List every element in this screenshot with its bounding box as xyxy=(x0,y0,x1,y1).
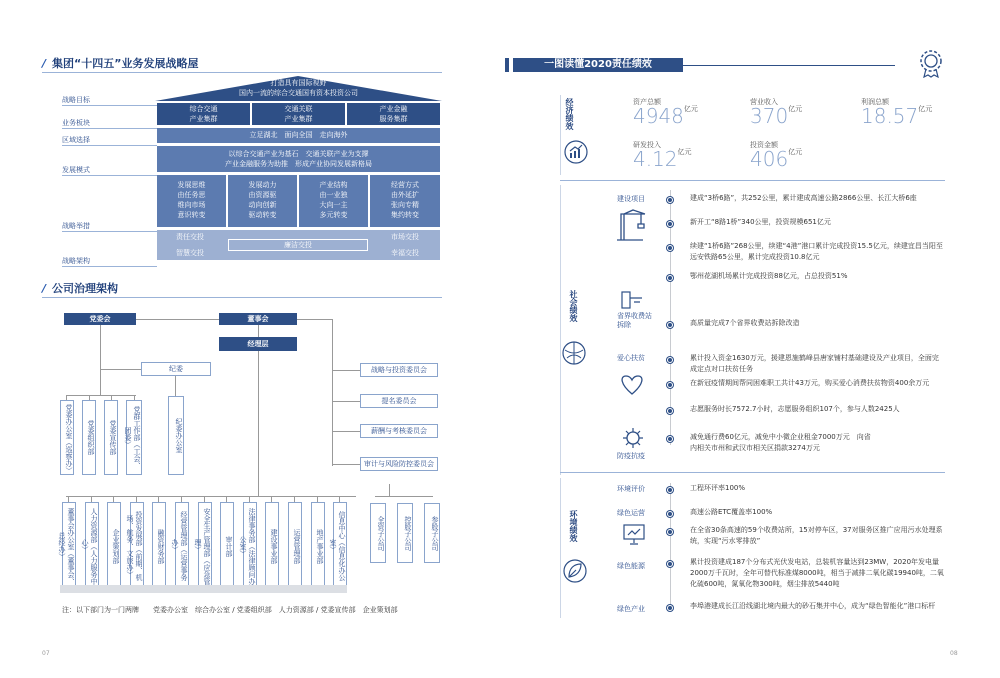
build-item: 续建“1桥6路”268公里，续建“4港”港口累计完成投资15.5亿元，续建宜昌当阳至远安铁路65公里，累计完成投资10.8亿元 xyxy=(690,242,943,261)
arch-item: 幸福交投 xyxy=(391,249,419,257)
poverty-item: 志愿服务时长7572.7小时，志愿服务组织107个，参与人数2425人 xyxy=(690,405,900,413)
arch-item: 责任交投 xyxy=(176,233,204,241)
env-label: 绿色产业 xyxy=(617,605,645,613)
env-label: 绿色能源 xyxy=(617,562,645,570)
right-page-title: 一图读懂2020责任绩效 xyxy=(513,58,683,72)
metric-label: 研发投入 xyxy=(633,141,661,149)
measure-box: 发展动力 由资源驱 动向创新 驱动转变 xyxy=(228,175,297,227)
governance-title: / 公司治理架构 xyxy=(42,282,119,295)
strategy-house-title: / 集团“十四五”业务发展战略屋 xyxy=(42,57,199,70)
metric-label: 投资金额 xyxy=(750,141,778,149)
poverty-item: 在新冠疫情期间帮同困难职工共计43万元，购买爱心消费扶贫物资400余万元 xyxy=(690,379,930,387)
metric-value: 370 xyxy=(750,104,789,128)
dept-discipline-office: 纪委办公室 xyxy=(168,396,184,475)
heart-hand-icon xyxy=(616,370,648,398)
dept-party-office: 党委办公室（巡察办） xyxy=(60,400,74,475)
dept-box: 法律事务部（法律顾问办公室） xyxy=(243,502,257,590)
region-bar: 立足湖北 面向全国 走向海外 xyxy=(157,128,440,143)
crane-icon xyxy=(613,208,649,244)
dept-box: 企业策划部 xyxy=(107,502,121,590)
sub-holding: 控股子公司 xyxy=(397,503,413,563)
dept-box: 安全生产管理部（应急管理） xyxy=(198,502,212,590)
metric-label: 利润总额 xyxy=(861,98,889,106)
metric-unit: 亿元 xyxy=(918,105,933,113)
dept-party-org: 党委组织部 xyxy=(82,400,96,475)
metric-value: 4948 xyxy=(633,104,684,128)
metric-unit: 亿元 xyxy=(788,105,803,113)
dept-party-mass: 党群工作部（工会、团委） xyxy=(126,400,142,475)
build-item: 建成“3桥6路”，共252公里，累计建成高速公路2866公里、长江大桥6座 xyxy=(690,194,917,202)
metric-label: 营业收入 xyxy=(750,98,778,106)
dept-box: 审计部 xyxy=(220,502,234,590)
env-item: 累计投资建成187个分布式光伏发电站，总装机容量达到23MW，2020年发电量2000万千瓦时，全年可替代标准煤8000吨，相当于减排二氧化碳19940吨，二氧化硫600吨，氮氧化物300吨，烟尘排放5440吨 xyxy=(690,558,944,588)
dept-box: 融资财务部 xyxy=(152,502,166,590)
roof-line-2: 国内一流的综合交通国有资本投资公司 xyxy=(239,89,358,97)
award-icon xyxy=(916,48,946,78)
arch-item: 廉洁交投 xyxy=(228,239,368,251)
dept-box: 投资发展部（前期、机场、航务、文旅办） xyxy=(130,502,144,590)
committee-box: 战略与投资委员会 xyxy=(360,363,438,377)
env-label: 环境评价 xyxy=(617,485,645,493)
discipline-box: 纪委 xyxy=(141,362,211,376)
env-item: 工程环评率100% xyxy=(690,484,746,492)
metric-value: 406 xyxy=(750,147,789,171)
metric-unit: 亿元 xyxy=(683,105,698,113)
measure-box: 发展思维 由任务思 维向市场 意识转变 xyxy=(157,175,226,227)
dept-box: 信息中心（信息化办公室） xyxy=(333,502,347,590)
covid-item: 减免通行费60亿元，减免中小微企业租金7000万元 向省内相关市州和武汉市相关区捐款3274万元 xyxy=(690,433,871,452)
toll-label: 省界收费站拆除 xyxy=(617,312,652,329)
covid-label: 防疫抗疫 xyxy=(617,452,645,460)
board-box: 董事会 xyxy=(219,313,297,325)
growth-chart-icon xyxy=(564,140,588,164)
measure-box: 产业结构 由一业独 大向一主 多元转变 xyxy=(299,175,368,227)
env-item: 李埠港建成长江沿线湖北境内最大的砂石集并中心，成为“绿色智能化”港口标杆 xyxy=(690,602,936,610)
dept-box: 建设事业部 xyxy=(265,502,279,590)
mode-bar: 以综合交通产业为基石 交通关联产业为支撑 产业金融服务为助推 形成产业协同发展新格局 xyxy=(157,146,440,172)
sector-box: 综合交通 产业集群 xyxy=(157,103,250,125)
roof-line-1: 打造具有国际视野 xyxy=(270,79,327,87)
econ-category: 经济绩效 xyxy=(565,98,574,130)
measure-box: 经营方式 由外延扩 张向专精 集约转变 xyxy=(370,175,440,227)
metric-unit: 亿元 xyxy=(677,148,692,156)
presentation-icon xyxy=(622,523,646,545)
row-label: 发展模式 xyxy=(62,166,90,174)
dept-box: 经营管理部（运营事务办） xyxy=(175,502,189,590)
row-label: 业务板块 xyxy=(62,119,90,127)
org-note: 注：以下部门为一门两牌 党委办公室 综合办公室 / 党委组织部 人力资源部 / 党委宣传部 企业策划部 xyxy=(62,606,398,614)
metric-label: 资产总额 xyxy=(633,98,661,106)
arch-item: 智慧交投 xyxy=(176,249,204,257)
management-box: 经理层 xyxy=(219,337,297,351)
sector-box: 交通关联 产业集群 xyxy=(252,103,345,125)
virus-icon xyxy=(622,427,644,449)
dept-box: 人力资源部（人力服务中心） xyxy=(85,502,99,590)
globe-icon xyxy=(561,340,587,366)
build-item: 新开工“8路1桥”340公里，投资规模651亿元 xyxy=(690,218,831,226)
env-label: 绿色运营 xyxy=(617,509,645,517)
poverty-item: 累计投入资金1630万元，援建恩施鹤峰县唐家铺村基础建设及产业项目，全面完成定点对口扶贫任务 xyxy=(690,354,939,373)
page-number-right: 08 xyxy=(950,650,958,657)
toll-gate-icon xyxy=(620,290,644,310)
party-committee-box: 党委会 xyxy=(64,313,136,325)
dept-party-publicity: 党委宣传部 xyxy=(104,400,118,475)
sector-box: 产业金融 服务集群 xyxy=(347,103,440,125)
metric-value: 4.12 xyxy=(633,147,678,171)
env-category: 环境绩效 xyxy=(569,510,578,542)
dept-box: 地产事业部 xyxy=(311,502,325,590)
committee-box: 薪酬与考核委员会 xyxy=(360,424,438,438)
build-item: 鄂州花湖机场累计完成投资88亿元，占总投资51% xyxy=(690,272,848,280)
row-label: 战略架构 xyxy=(62,257,90,265)
committee-box: 提名委员会 xyxy=(360,394,438,408)
metric-unit: 亿元 xyxy=(788,148,803,156)
row-label: 区域选择 xyxy=(62,136,90,144)
page-number-left: 07 xyxy=(42,650,50,657)
build-label: 建设项目 xyxy=(617,195,645,203)
dept-box: 运营管理部 xyxy=(288,502,302,590)
row-label: 战略举措 xyxy=(62,222,90,230)
sub-share: 参股子公司 xyxy=(424,503,440,563)
env-item: 高速公路ETC覆盖率100% xyxy=(690,508,773,516)
row-label: 战略目标 xyxy=(62,96,90,104)
arch-item: 市场交投 xyxy=(391,233,419,241)
right-title-bar xyxy=(505,58,895,72)
committee-box: 审计与风险防控委员会 xyxy=(360,457,438,471)
leaf-icon xyxy=(562,558,588,584)
social-category: 社会绩效 xyxy=(569,290,578,322)
sub-wholly: 全资子公司 xyxy=(370,503,386,563)
metric-value: 18.57 xyxy=(861,104,919,128)
env-item: 在全省30条高速的59个收费站所，15对停车区，37对服务区推广应用污水处理系统，实现“污水零排放” xyxy=(690,526,943,545)
poverty-label: 爱心扶贫 xyxy=(617,354,645,362)
dept-box: 董事会办公室（董事会、总经办） xyxy=(62,502,76,590)
toll-item: 高质量完成7个省界收费站拆除改造 xyxy=(690,319,800,327)
